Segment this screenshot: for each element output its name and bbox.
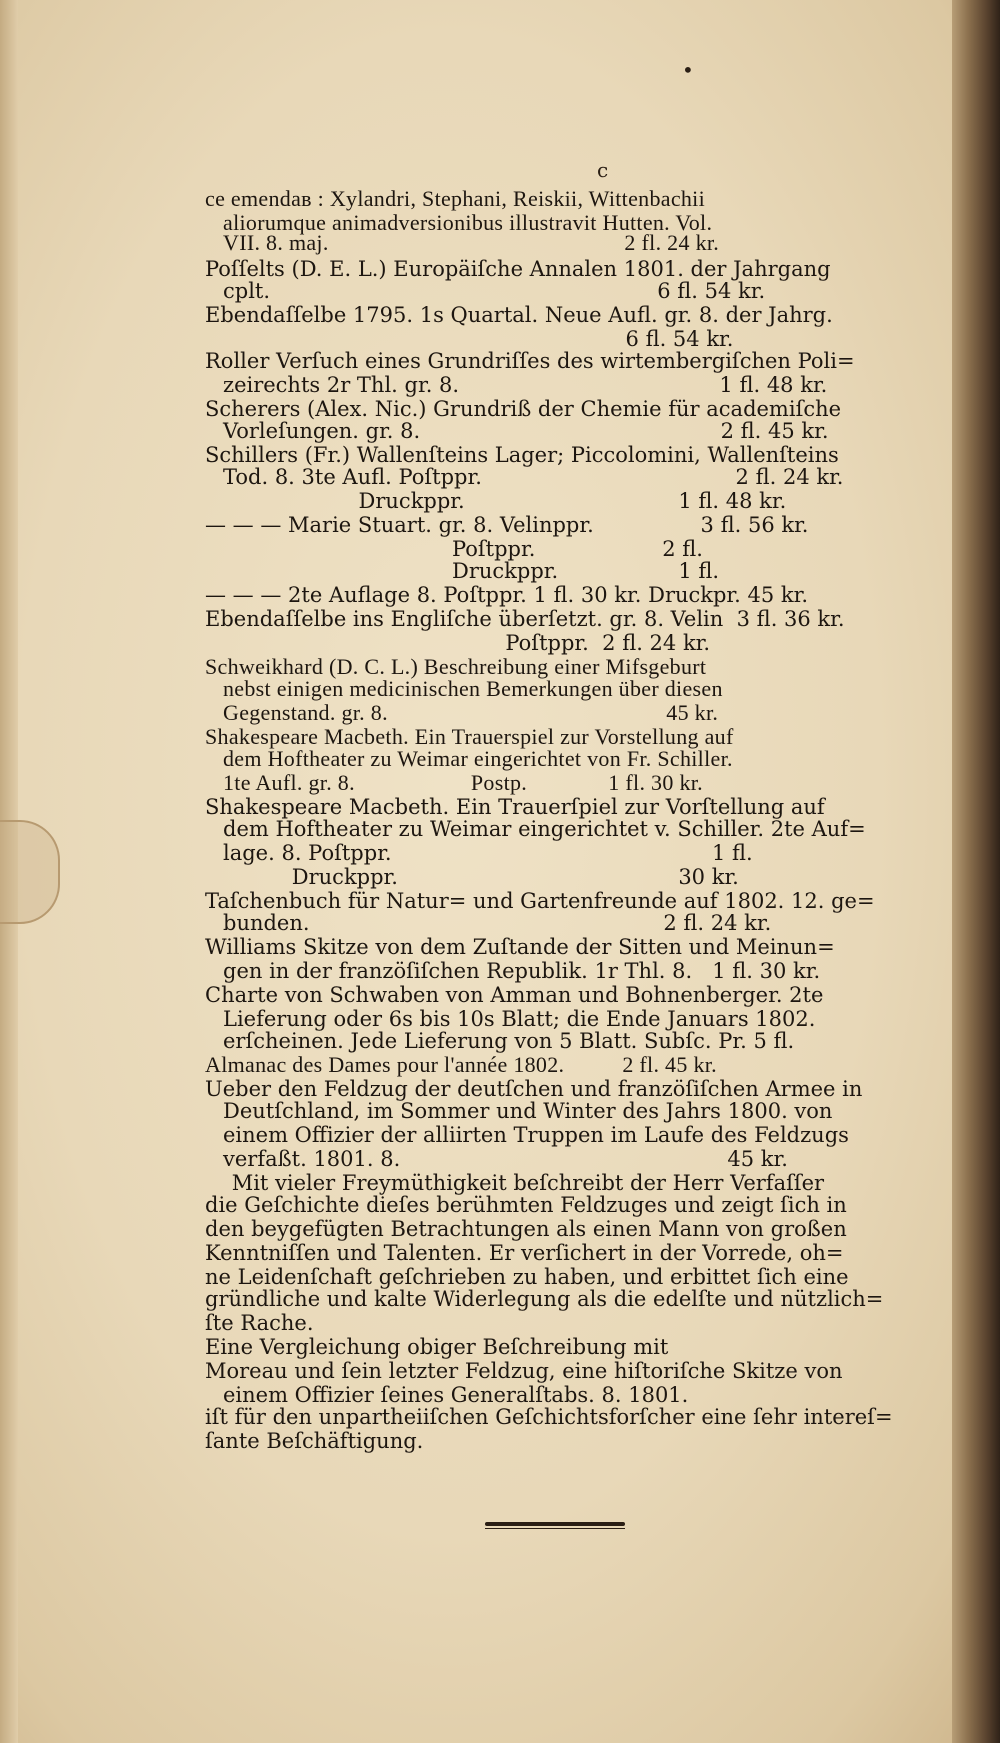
text-line: einem Offizier ſeines Generalſtabs. 8. 1801. bbox=[223, 1383, 689, 1407]
text-line: iſt für den unpartheiiſchen Geſchichtsforſcher eine ſehr intereſ= bbox=[205, 1405, 893, 1429]
text-line: Druckppr. 1 fl. 48 kr. bbox=[205, 489, 787, 513]
text-line: ſante Beſchäftigung. bbox=[205, 1429, 424, 1453]
text-line: den beygefügten Betrachtungen als einen Mann von großen bbox=[205, 1217, 847, 1241]
text-line: 6 fl. 54 kr. bbox=[205, 327, 734, 351]
text-line: Ueber den Feldzug der deutſchen und franzöſiſchen Armee in bbox=[205, 1077, 863, 1101]
closing-rule bbox=[485, 1522, 625, 1526]
text-line: VII. 8. maj. 2 fl. 24 kr. bbox=[223, 230, 720, 255]
text-line: nebst einigen medicinischen Bemerkungen über diesen bbox=[223, 676, 723, 701]
text-line: cplt. 6 fl. 54 kr. bbox=[223, 279, 766, 303]
text-line: erſcheinen. Jede Lieferung von 5 Blatt. Subſc. Pr. 5 fl. bbox=[223, 1029, 795, 1053]
text-line: Poſtppr. 2 fl. 24 kr. bbox=[205, 631, 711, 655]
text-line: Lieferung oder 6s bis 10s Blatt; die Ende Januars 1802. bbox=[223, 1007, 816, 1031]
text-line: ſte Rache. bbox=[205, 1311, 314, 1335]
text-line: 1te Aufl. gr. 8. Postp. 1 fl. 30 kr. bbox=[223, 770, 703, 795]
text-line: die Geſchichte dieſes berühmten Feldzuges und zeigt ſich in bbox=[205, 1193, 847, 1217]
text-line: — — — 2te Auflage 8. Poſtppr. 1 fl. 30 kr. Druckpr. 45 kr. bbox=[205, 583, 809, 607]
page-edge-shadow bbox=[952, 0, 1000, 1743]
text-line: Poſtppr. 2 fl. bbox=[205, 537, 703, 561]
text-line: dem Hoftheater zu Weimar eingerichtet v. Schiller. 2te Auf= bbox=[223, 817, 866, 841]
text-line: Taſchenbuch für Natur= und Gartenfreunde auf 1802. 12. ge= bbox=[205, 889, 875, 913]
text-line: Roller Verſuch eines Grundriſſes des wirtembergiſchen Poli= bbox=[205, 349, 855, 373]
text-line: gen in der franzöſiſchen Republik. 1r Thl. 8. 1 fl. 30 kr. bbox=[223, 959, 821, 983]
text-line: Williams Skitze von dem Zuſtande der Sitten und Meinun= bbox=[205, 935, 835, 959]
text-line: verfaßt. 1801. 8. 45 kr. bbox=[223, 1147, 788, 1171]
text-line: Charte von Schwaben von Amman und Bohnenberger. 2te bbox=[205, 983, 824, 1007]
text-line: Eine Vergleichung obiger Beſchreibung mit bbox=[205, 1335, 669, 1359]
text-line: Shakespeare Macbeth. Ein Trauerspiel zur Vorstellung auf bbox=[205, 724, 734, 749]
text-line: Kenntniſſen und Talenten. Er verſichert in der Vorrede, oh= bbox=[205, 1241, 844, 1265]
text-line: Moreau und ſein letzter Feldzug, eine hiſtoriſche Skitze von bbox=[205, 1359, 843, 1383]
text-line: Gegenstand. gr. 8. 45 kr. bbox=[223, 700, 719, 725]
clasp-mark bbox=[0, 820, 60, 924]
closing-rule-thin bbox=[485, 1528, 625, 1529]
text-line: Deutſchland, im Sommer und Winter des Jahrs 1800. von bbox=[223, 1099, 833, 1123]
text-line: Shakespeare Macbeth. Ein Trauerſpiel zur Vorſtellung auf bbox=[205, 795, 825, 819]
text-line: Poſſelts (D. E. L.) Europäiſche Annalen 1801. der Jahrgang bbox=[205, 257, 831, 281]
text-line: aliorumque animadversionibus illustravit Hutten. Vol. bbox=[223, 210, 713, 235]
text-line: zeirechts 2r Thl. gr. 8. 1 fl. 48 kr. bbox=[223, 373, 828, 397]
ink-dot: • bbox=[682, 58, 694, 82]
text-line: ne Leidenſchaft geſchrieben zu haben, und erbittet ſich eine bbox=[205, 1265, 849, 1289]
text-line: Ebendaſſelbe ins Engliſche überſetzt. gr. 8. Velin 3 fl. 36 kr. bbox=[205, 607, 845, 631]
text-line: gründliche und kalte Widerlegung als die edelſte und nützlich= bbox=[205, 1287, 884, 1311]
text-line: einem Offizier der alliirten Truppen im Laufe des Feldzugs bbox=[223, 1123, 849, 1147]
text-line: — — — Marie Stuart. gr. 8. Velinppr. 3 fl. 56 kr. bbox=[205, 513, 809, 537]
text-line: dem Hoftheater zu Weimar eingerichtet von Fr. Schiller. bbox=[223, 746, 733, 771]
text-line: Druckppr. 1 fl. bbox=[205, 559, 720, 583]
signature-mark: c bbox=[597, 158, 609, 182]
text-line: lage. 8. Poſtppr. 1 fl. bbox=[223, 841, 753, 865]
text-line: Tod. 8. 3te Aufl. Poſtppr. 2 fl. 24 kr. bbox=[223, 465, 844, 489]
text-line: Almanac des Dames pour l'année 1802. 2 fl. 45 kr. bbox=[205, 1052, 717, 1077]
text-line: Scherers (Alex. Nic.) Grundriß der Chemie für academiſche bbox=[205, 397, 842, 421]
text-line: Schweikhard (D. C. L.) Beschreibung einer Mifsgeburt bbox=[205, 654, 707, 679]
text-line: Ebendaſſelbe 1795. 1s Quartal. Neue Aufl. gr. 8. der Jahrg. bbox=[205, 303, 833, 327]
text-line: Vorleſungen. gr. 8. 2 fl. 45 kr. bbox=[223, 419, 829, 443]
text-line: ce emendaв : Xylandri, Stephani, Reiskii, Wittenbachii bbox=[205, 186, 706, 211]
text-line: Schillers (Fr.) Wallenſteins Lager; Piccolomini, Wallenſteins bbox=[205, 443, 839, 467]
text-line: Druckppr. 30 kr. bbox=[205, 865, 739, 889]
text-line: bunden. 2 fl. 24 kr. bbox=[223, 911, 772, 935]
text-line: Mit vieler Freymüthigkeit beſchreibt der Herr Verfaſſer bbox=[205, 1171, 825, 1195]
